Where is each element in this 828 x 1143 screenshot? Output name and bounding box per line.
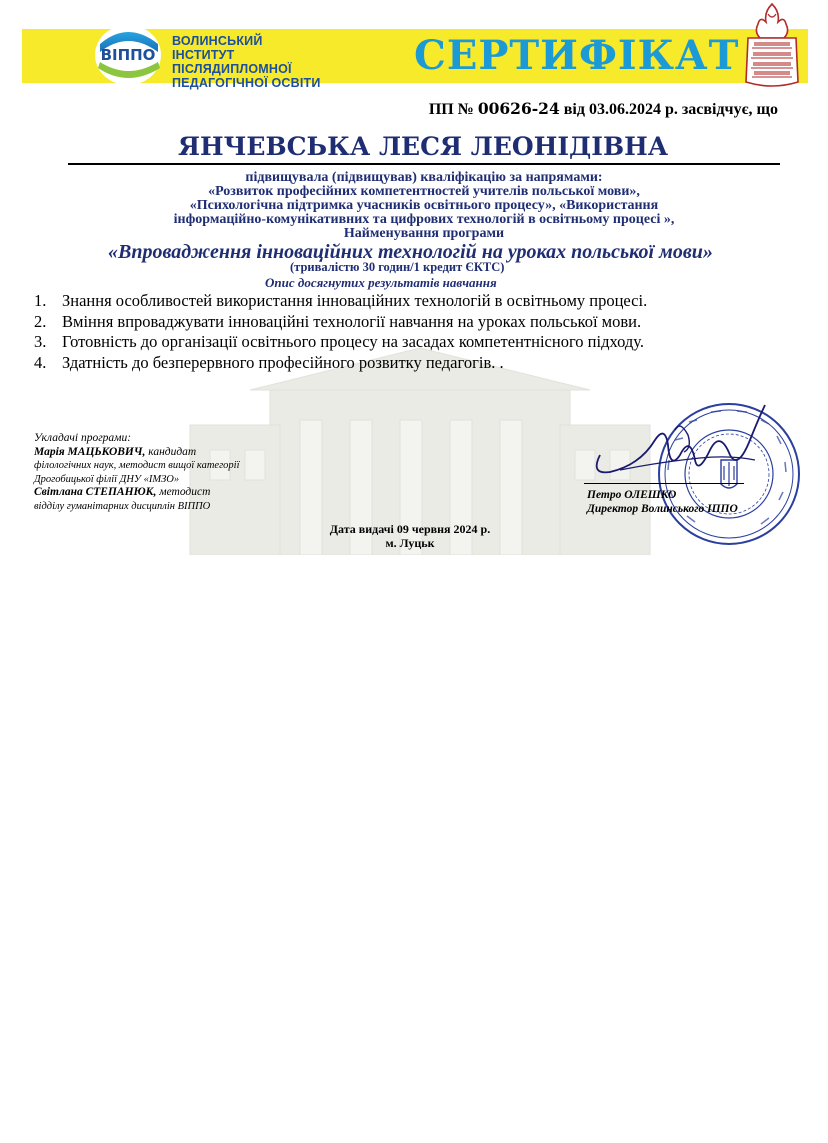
issue-city: м. Луцьк (385, 536, 435, 550)
program-label: Найменування програми (343, 226, 505, 241)
certificate-number-line (429, 99, 778, 119)
developer-1-name: Марія МАЦЬКОВИЧ, (34, 445, 146, 458)
developer-2-role: методист (156, 486, 211, 498)
signature-line (584, 483, 744, 484)
director-title: Директор Волинського ІППО (587, 503, 738, 515)
issue-info (310, 522, 510, 550)
institute-name (172, 34, 322, 90)
certificate-title: СЕРТИФІКАТ (414, 32, 740, 79)
institute-line-3: ПЕДАГОГІЧНОЇ ОСВІТИ (172, 76, 321, 90)
director-block (587, 488, 738, 516)
director-name: Петро ОЛЕШКО (587, 489, 677, 501)
outcome-item: 1. Знання особливостей використання інноваційних технологій в освітньому процесі. (34, 291, 648, 310)
institute-line-2: ПІСЛЯДИПЛОМНОЇ (172, 62, 292, 76)
certificate-date-text: від 03.06.2024 р. засвідчує, що (563, 101, 778, 118)
developer-1-role: кандидат (145, 445, 197, 458)
logo-text: ВІППО (100, 46, 156, 64)
outcomes-list (34, 291, 814, 373)
program-title: «Впровадження інноваційних технологій на уроках польської мови» (108, 241, 713, 263)
direction-line-2: «Психологічна підтримка учасників освітнього процесу», «Використання (189, 198, 659, 213)
director-signature (580, 400, 770, 500)
holder-name: ЯНЧЕВСЬКА ЛЕСЯ ЛЕОНІДІВНА (177, 132, 669, 161)
vippo-logo (92, 22, 164, 88)
program-duration: (тривалістю 30 годин/1 кредит ЄКТС) (290, 260, 505, 274)
polish-society-emblem (738, 2, 806, 88)
outcomes-heading: Опис досягнутих результатів навчання (265, 275, 497, 290)
developers-label: Укладачі програми: (34, 432, 132, 444)
outcome-item: 2. Вміння впроваджувати інноваційні технології навчання на уроках польської мови. (34, 311, 642, 331)
name-underline (68, 163, 780, 165)
direction-line-3: інформаційно-комунікативних та цифрових технологій в освітньому процесі », (173, 212, 675, 227)
certificate-number-prefix: ПП № (428, 101, 474, 118)
outcome-item: 3. Готовність до організації освітнього процесу на засадах компетентнісного підходу. (34, 332, 644, 351)
qualification-intro: підвищувала (підвищував) кваліфікацію за напрямами: (245, 170, 603, 185)
developer-2-name: Світлана СТЕПАНЮК, (34, 486, 157, 498)
certificate-number: 00626-24 (477, 99, 560, 118)
issue-date: Дата видачі 09 червня 2024 р. (329, 522, 491, 536)
direction-line-1: «Розвиток професійних компетентностей учителів польської мови», (208, 184, 640, 199)
program-developers (34, 432, 314, 513)
outcome-item: 4. Здатність до безперервного професійного розвитку педагогів. . (34, 352, 504, 372)
developer-1-role-line-2: філологічних наук, методист вищої категорії (34, 460, 240, 471)
institute-line-1: ВОЛИНСЬКИЙ ІНСТИТУТ (172, 34, 263, 62)
developer-2-role-line-2: відділу гуманітарних дисциплін ВІППО (34, 500, 211, 512)
developer-1-role-line-3: Дрогобицької філії ДНУ «ІМЗО» (34, 473, 180, 485)
